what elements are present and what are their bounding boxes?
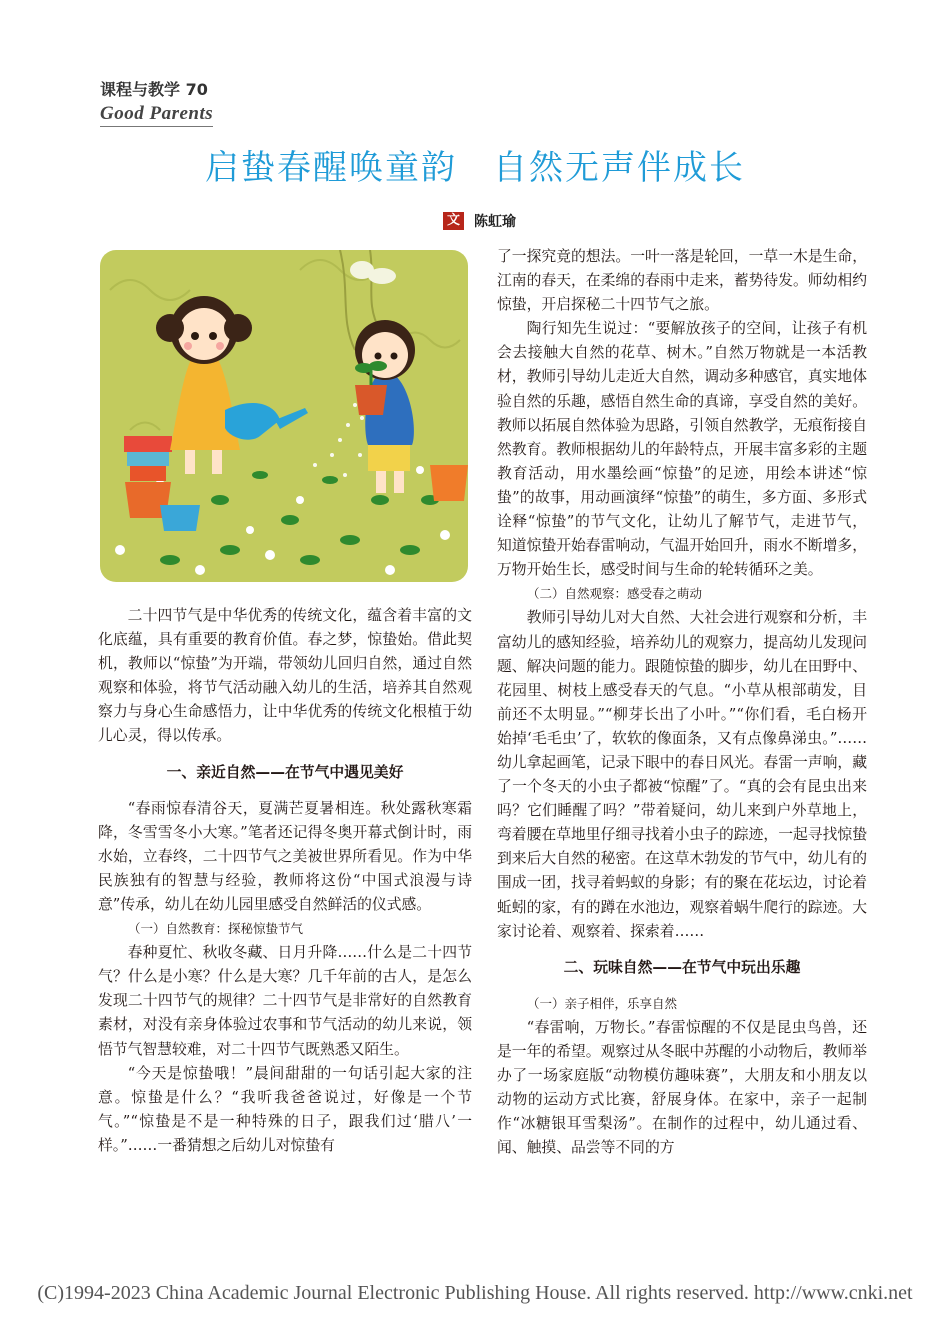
- right-column: [497, 245, 867, 1160]
- intro-paragraph: 二十四节气是中华优秀的传统文化，蕴含着丰富的文化底蕴，具有重要的教育价值。春之梦，惊蛰始。借此契机，教师以“惊蛰”为开端，带领幼儿回归自然，通过自然观察和体验，将节气活动融入幼儿的生活，培养其自然观察力与身心生命感悟力，让中华优秀的传统文化根植于幼儿心灵，得以传承。: [98, 607, 472, 745]
- byline-tag: 文: [443, 212, 464, 230]
- article-title: 启蛰春醒唤童韵 自然无声伴成长: [205, 148, 745, 188]
- body-paragraph: 陶行知先生说过：“要解放孩子的空间，让孩子有机会去接触大自然的花草、树木。”自然万物就是一本活教材，教师引导幼儿走近大自然，调动多种感官，真实地体验自然的乐趣，感悟自然生命的真谛，享受自然的美好。教师以拓展自然体验为思路，引领自然教学，无痕衔接自然教育。教师根据幼儿的年龄特点，开展丰富多彩的主题教育活动，用水墨绘画“惊蛰”的足迹，用绘本讲述“惊蛰”的故事，用动画演绎“惊蛰”的萌生，多方面、多形式诠释“惊蛰”的节气文化，让幼儿了解节气，走进节气，知道惊蛰开始春雷响动，气温开始回升，雨水不断增多，万物开始生长，感受时间与生命的轮转循环之美。: [497, 320, 867, 579]
- header-magazine: Good Parents: [100, 103, 213, 127]
- body-paragraph: “春雷响，万物长。”春雷惊醒的不仅是昆虫鸟兽，还是一年的希望。观察过从冬眠中苏醒的小动物后，教师举办了一场家庭版“动物模仿趣味赛”，大朋友和小朋友以动物的运动方式比赛，舒展身体。在家中，亲子一起制作“冰糖银耳雪梨汤”。在制作的过程中，幼儿通过看、闻、触摸、品尝等不同的方: [497, 1018, 867, 1157]
- illustration-children-watering-plants: [100, 250, 468, 582]
- left-column: [98, 604, 472, 1158]
- subsection-heading-1: （一）自然教育：探秘惊蛰节气: [128, 921, 304, 937]
- subsection-heading-3: （一）亲子相伴，乐享自然: [527, 995, 678, 1011]
- header-category: 课程与教学 70: [100, 80, 208, 99]
- body-paragraph: “春雨惊春清谷天，夏满芒夏暑相连。秋处露秋寒霜降，冬雪雪冬小大寒。”笔者还记得冬奥开幕式倒计时，雨水始，立春终，二十四节气之美被世界所看见。作为中华民族独有的智慧与经验，教师将这份“中国式浪漫与诗意”传承，幼儿在幼儿园里感受自然鲜活的仪式感。: [98, 799, 472, 913]
- body-paragraph: 教师引导幼儿对大自然、大社会进行观察和分析，丰富幼儿的感知经验，培养幼儿的观察力，提高幼儿发现问题、解决问题的能力。跟随惊蛰的脚步，幼儿在田野中、花园里、树枝上感受春天的气息。“小草从根部萌发，目前还不太明显。”“柳芽长出了小叶。”“你们看，毛白杨开始掉‘毛毛虫’了，软软的像面条，又有点像鼻涕虫。”……幼儿拿起画笔，记录下眼中的春日风光。春雷一声响，藏了一个冬天的小虫子都被“惊醒”了。“真的会有昆虫出来吗？它们睡醒了吗？”带着疑问，幼儿来到户外草地上，弯着腰在草地里仔细寻找着小虫子的踪迹，一起寻找惊蛰到来后大自然的秘密。在这草木勃发的节气中，幼儿有的围成一团，找寻着蚂蚁的身影；有的聚在花坛边，讨论着蚯蚓的家，有的蹲在水池边，观察着蜗牛爬行的踪迹。大家讨论着、观察着、探索着……: [497, 609, 867, 940]
- section-heading-1: 一、亲近自然——在节气中遇见美好: [166, 763, 404, 781]
- body-paragraph: 春种夏忙、秋收冬藏、日月升降……什么是二十四节气？什么是小寒？什么是大寒？几千年前的古人，是怎么发现二十四节气的规律？二十四节气是非常好的自然教育素材，对没有亲身体验过农事和节气活动的幼儿来说，领悟节气智慧较难，对二十四节气既熟悉又陌生。: [98, 944, 472, 1058]
- subsection-heading-2: （二）自然观察：感受春之萌动: [527, 586, 703, 602]
- byline: [443, 211, 516, 231]
- illustration-svg: [100, 250, 468, 582]
- continued-paragraph: 了一探究竟的想法。一叶一落是轮回，一草一木是生命，江南的春天，在柔绵的春雨中走来，蓄势待发。师幼相约惊蛰，开启探秘二十四节气之旅。: [497, 248, 867, 314]
- body-paragraph: “今天是惊蛰哦！”晨间甜甜的一句话引起大家的注意。惊蛰是什么？“我听我爸爸说过，好像是一个节气。”“惊蛰是不是一种特殊的日子，跟我们过‘腊八’一样。”……一番猜想之后幼儿对惊蛰有: [98, 1064, 472, 1154]
- byline-author: 陈虹瑜: [474, 214, 517, 230]
- copyright-footer: (C)1994-2023 China Academic Journal Electronic Publishing House. All rights reserved. http://www.cnki.net: [37, 1282, 913, 1304]
- section-heading-2: 二、玩味自然——在节气中玩出乐趣: [563, 958, 801, 976]
